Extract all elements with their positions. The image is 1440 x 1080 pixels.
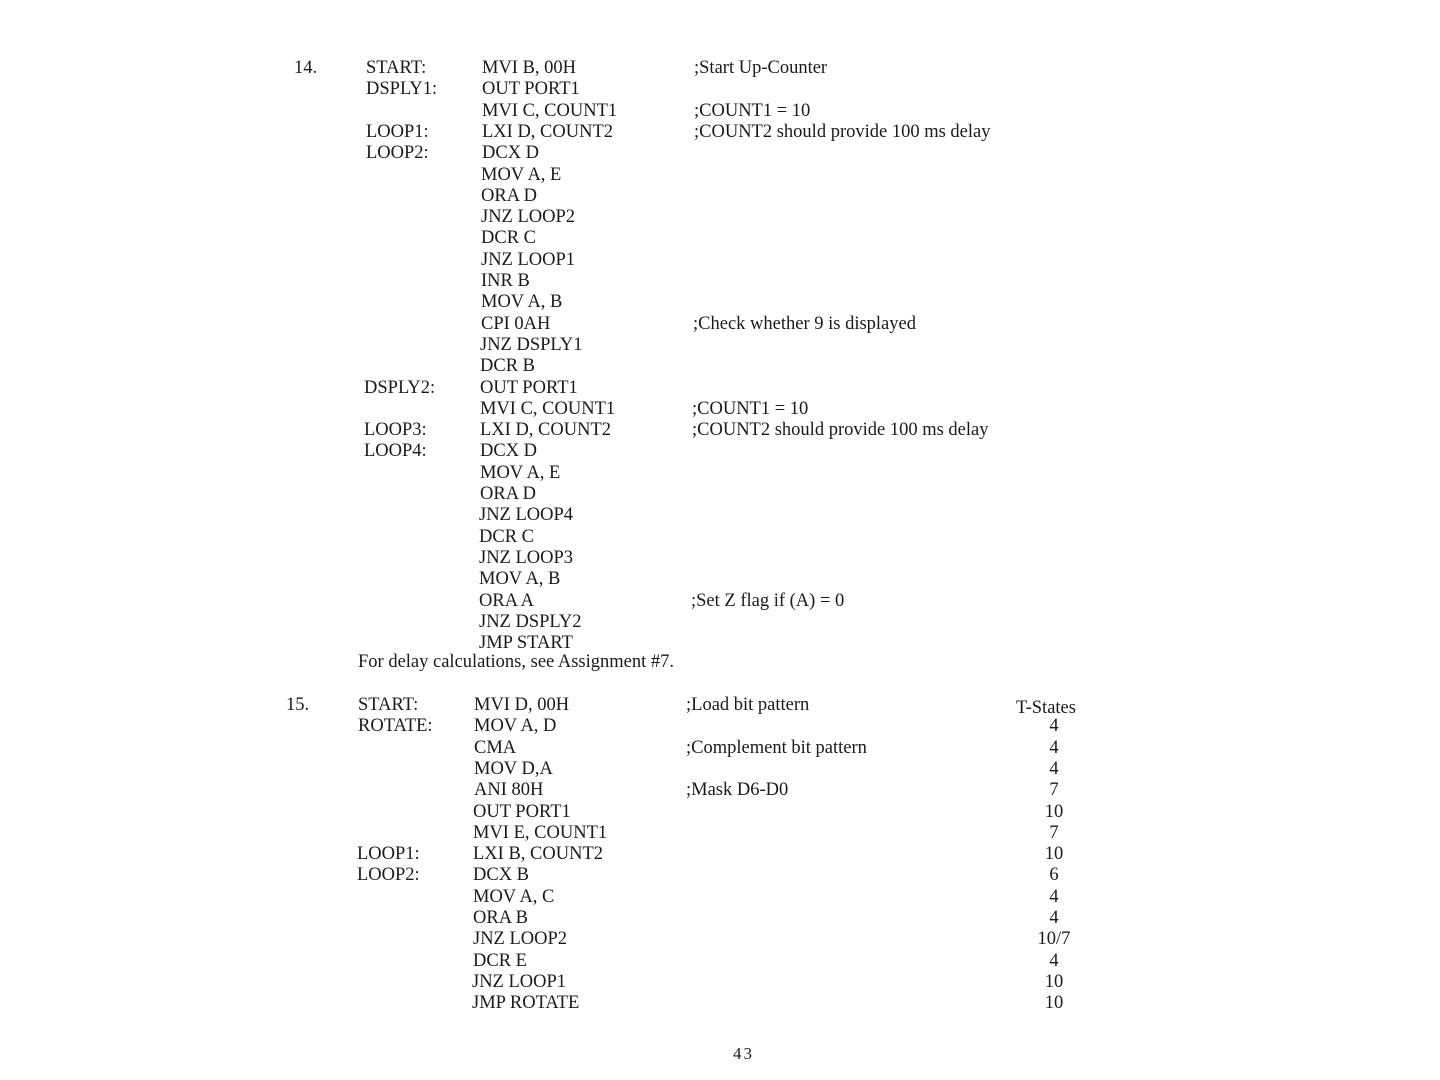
code-line: [284, 971, 1104, 993]
code-instruction: MVI E, COUNT1: [473, 822, 608, 843]
code-tstates: 10/7: [1037, 929, 1071, 950]
tstates-header: T-States: [1016, 698, 1076, 718]
code-line: [292, 334, 1112, 356]
code-instruction: MOV A, B: [481, 292, 563, 313]
code-label: LOOP2:: [366, 143, 429, 164]
code-instruction: JNZ LOOP1: [481, 249, 576, 270]
code-line: [285, 907, 1105, 929]
code-line: [293, 185, 1113, 207]
code-line: [286, 758, 1106, 780]
code-instruction: MOV A, E: [481, 164, 562, 185]
code-line: [294, 121, 1114, 143]
code-instruction: CPI 0AH: [481, 313, 551, 334]
code-instruction: DCR B: [480, 356, 536, 377]
code-line: [285, 843, 1105, 865]
code-comment: ;Check whether 9 is displayed: [693, 313, 916, 334]
code-instruction: JNZ DSPLY2: [479, 611, 582, 632]
code-instruction: ORA D: [481, 185, 538, 206]
code-tstates: 10: [1044, 993, 1064, 1014]
code-line: [291, 590, 1111, 612]
code-line: [293, 270, 1113, 292]
code-line: [293, 227, 1113, 249]
code-comment: ;Mask D6-D0: [686, 780, 789, 801]
code-comment: ;COUNT1 = 10: [692, 398, 809, 419]
code-line: [293, 291, 1113, 313]
code-tstates: 7: [1049, 780, 1059, 801]
code-label: ROTATE:: [358, 716, 433, 737]
code-line: [292, 355, 1112, 377]
code-tstates: 10: [1044, 971, 1064, 992]
code-tstates: 4: [1049, 950, 1059, 971]
code-line: [294, 57, 1114, 79]
code-tstates: 4: [1049, 908, 1059, 928]
code-label: LOOP4:: [364, 441, 427, 462]
code-instruction: JMP ROTATE: [472, 993, 580, 1014]
code-instruction: LXI D, COUNT2: [482, 121, 614, 142]
code-instruction: INR B: [481, 271, 530, 291]
code-line: [285, 801, 1105, 823]
code-instruction: ORA D: [480, 484, 537, 504]
code-line: [291, 526, 1111, 548]
code-tstates: 10: [1044, 844, 1064, 865]
code-comment: ;Start Up-Counter: [694, 58, 828, 78]
code-comment: ;Set Z flag if (A) = 0: [691, 590, 845, 611]
code-instruction: DCX D: [482, 143, 540, 164]
code-instruction: CMA: [474, 737, 517, 758]
code-label: LOOP1:: [357, 844, 420, 865]
code-tstates: 4: [1049, 886, 1059, 907]
code-line: [285, 864, 1105, 886]
code-tstates: 4: [1049, 716, 1059, 737]
code-instruction: MOV A, D: [474, 716, 557, 737]
code-line: [293, 164, 1113, 186]
code-instruction: LXI D, COUNT2: [480, 420, 612, 441]
code-instruction: MOV A, B: [479, 569, 561, 590]
code-line: [294, 142, 1114, 164]
code-label: DSPLY2:: [364, 377, 436, 398]
code-instruction: JMP START: [479, 633, 573, 654]
code-label: LOOP3:: [364, 420, 427, 441]
code-comment: ;COUNT2 should provide 100 ms delay: [692, 420, 989, 441]
code-label: LOOP1:: [366, 121, 429, 142]
code-tstates: 4: [1049, 758, 1059, 779]
code-line: [286, 779, 1106, 801]
code-instruction: MOV D,A: [474, 758, 553, 779]
code-line: [292, 462, 1112, 484]
code-instruction: MVI D, 00H: [474, 695, 570, 715]
code-instruction: JNZ DSPLY1: [480, 334, 583, 355]
code-line: [285, 928, 1105, 950]
code-line: [293, 313, 1113, 335]
code-line: [292, 398, 1112, 420]
code-instruction: ORA A: [479, 590, 535, 611]
page-number: 43: [733, 1044, 754, 1063]
code-line: [291, 611, 1111, 633]
code-instruction: MOV A, E: [480, 462, 561, 483]
code-instruction: MOV A, C: [473, 886, 555, 907]
code-line: [291, 504, 1111, 526]
code-instruction: OUT PORT1: [473, 801, 571, 822]
code-instruction: MVI C, COUNT1: [480, 398, 616, 419]
code-instruction: JNZ LOOP4: [479, 505, 574, 526]
code-line: [291, 568, 1111, 590]
code-instruction: LXI B, COUNT2: [473, 844, 604, 865]
code-line: [292, 440, 1112, 462]
code-instruction: MVI B, 00H: [482, 58, 577, 78]
code-instruction: JNZ LOOP2: [481, 207, 576, 228]
code-line: [294, 100, 1114, 122]
code-line: [286, 715, 1106, 737]
code-label: DSPLY1:: [366, 79, 438, 100]
code-instruction: ANI 80H: [474, 780, 544, 801]
code-comment: ;Load bit pattern: [686, 695, 810, 715]
code-instruction: DCR C: [479, 526, 535, 547]
code-line: [285, 822, 1105, 844]
code-comment: ;Complement bit pattern: [686, 737, 867, 758]
code-line: [285, 950, 1105, 972]
code-instruction: DCX D: [480, 441, 538, 462]
code-line: [294, 78, 1114, 100]
code-tstates: 6: [1049, 865, 1059, 886]
code-label: LOOP2:: [357, 865, 420, 886]
code-line: [291, 547, 1111, 569]
code-instruction: OUT PORT1: [482, 79, 580, 100]
code-line: [292, 377, 1112, 399]
code-line: [292, 419, 1112, 441]
code-instruction: JNZ LOOP2: [473, 929, 568, 950]
code-label: START:: [366, 58, 427, 78]
code-instruction: DCX B: [473, 865, 530, 886]
code-line: [285, 886, 1105, 908]
code-instruction: MVI C, COUNT1: [482, 100, 618, 121]
code-instruction: DCR C: [481, 228, 537, 249]
code-tstates: 4: [1049, 737, 1059, 758]
code-instruction: DCR E: [473, 950, 527, 971]
code-comment: ;COUNT1 = 10: [694, 100, 811, 121]
code-line: [292, 483, 1112, 505]
code-line: [293, 249, 1113, 271]
code-instruction: ORA B: [473, 908, 529, 928]
code-instruction: OUT PORT1: [480, 377, 578, 398]
problem-14-note: For delay calculations, see Assignment #7.: [358, 652, 674, 672]
problem-number: 14.: [294, 58, 318, 78]
code-tstates: 7: [1049, 822, 1059, 843]
code-label: START:: [358, 695, 419, 715]
code-comment: ;COUNT2 should provide 100 ms delay: [694, 121, 991, 142]
code-line: [286, 694, 1106, 716]
code-instruction: JNZ LOOP3: [479, 547, 574, 568]
code-instruction: JNZ LOOP1: [472, 971, 567, 992]
code-line: [293, 206, 1113, 228]
problem-number: 15.: [286, 695, 310, 715]
code-line: [286, 737, 1106, 759]
code-tstates: 10: [1044, 801, 1064, 822]
code-line: [284, 992, 1104, 1014]
